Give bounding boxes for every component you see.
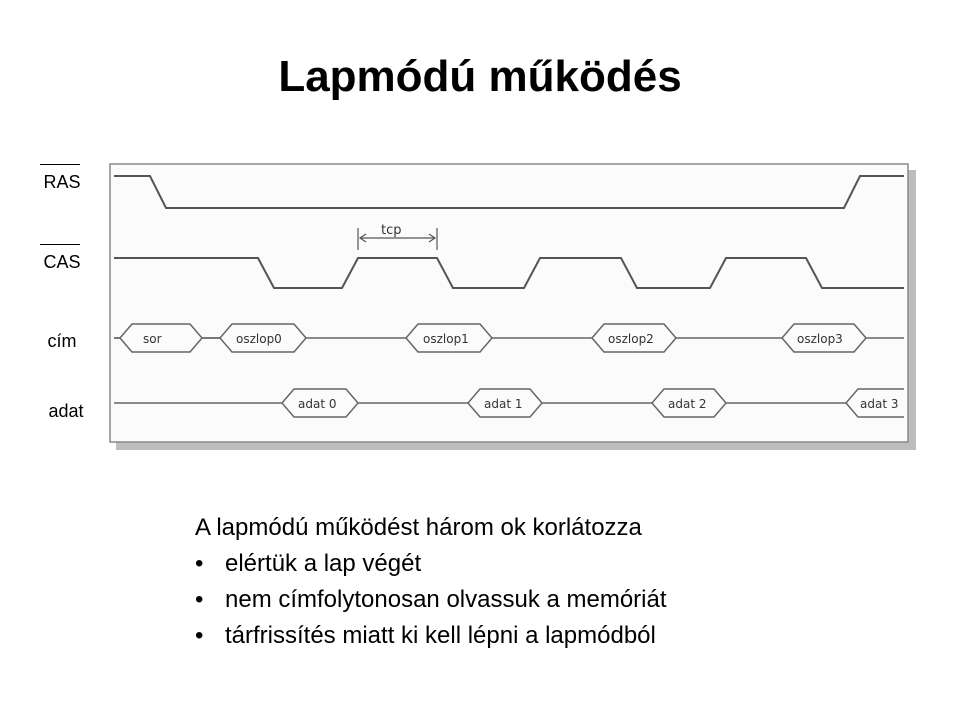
- limitations-section: [195, 510, 667, 654]
- address-oszlop0: oszlop0: [236, 332, 282, 346]
- limitations-list: [195, 546, 667, 654]
- list-item-text: elértük a lap végét: [225, 550, 422, 577]
- signal-label-data: adat: [48, 401, 84, 421]
- data-adat3: adat 3: [860, 397, 899, 411]
- signal-label-cas: CAS: [43, 252, 81, 272]
- address-oszlop1: oszlop1: [423, 332, 469, 346]
- data-adat2: adat 2: [668, 397, 707, 411]
- tcp-label: tcp: [381, 223, 402, 238]
- data-adat1: adat 1: [484, 397, 523, 411]
- list-item: [195, 546, 667, 582]
- limitations-intro: A lapmódú működést három ok korlátozza: [195, 514, 642, 541]
- page-title: Lapmódú működés: [278, 52, 682, 101]
- address-oszlop2: oszlop2: [608, 332, 654, 346]
- bullet-icon: •: [195, 622, 204, 649]
- address-oszlop3: oszlop3: [797, 332, 843, 346]
- address-sor: sor: [143, 332, 162, 346]
- bullet-icon: •: [195, 550, 204, 577]
- list-item-text: tárfrissítés miatt ki kell lépni a lapmódból: [225, 622, 656, 649]
- data-adat0: adat 0: [298, 397, 337, 411]
- list-item: [195, 582, 667, 618]
- signal-label-address: cím: [47, 331, 77, 351]
- list-item: [195, 618, 667, 654]
- list-item-text: nem címfolytonosan olvassuk a memóriát: [225, 586, 667, 613]
- bullet-icon: •: [195, 586, 204, 613]
- signal-label-ras: RAS: [43, 172, 81, 192]
